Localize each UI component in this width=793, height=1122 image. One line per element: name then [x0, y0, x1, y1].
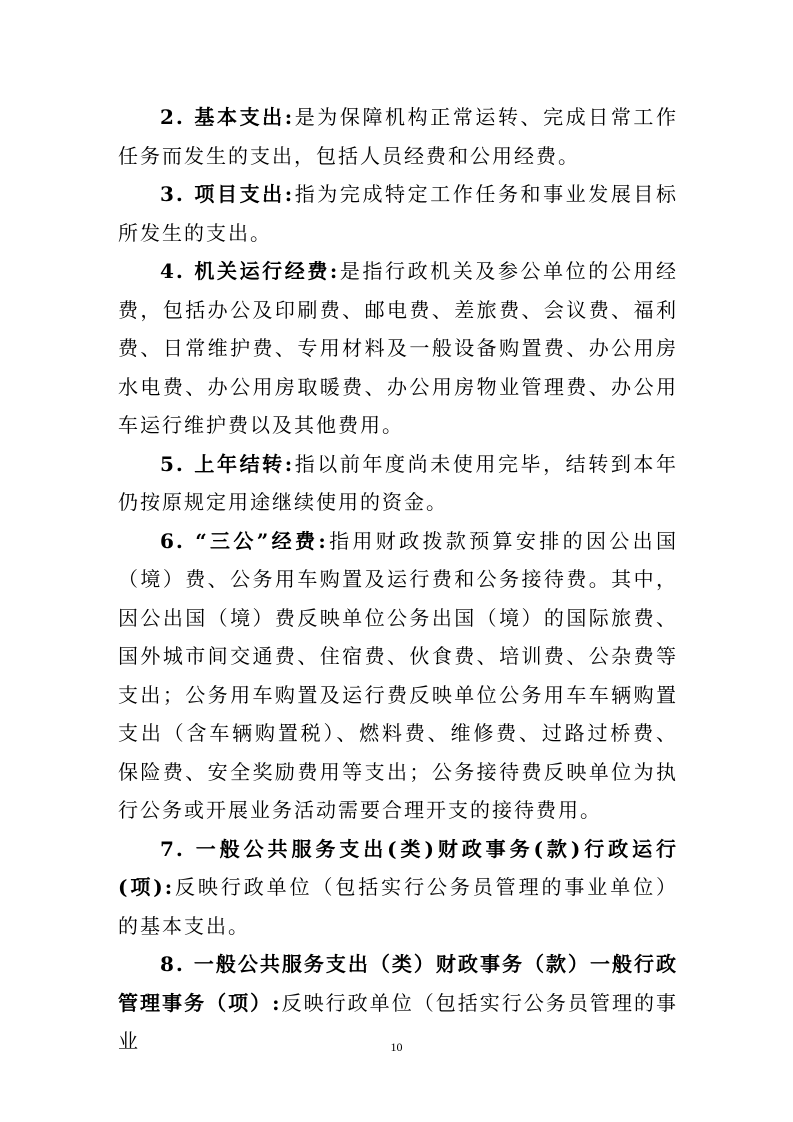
paragraph-term: 5. 上年结转:: [160, 451, 295, 476]
paragraph-text: 指用财政拨款预算安排的因公出国（境）费、公务用车购置及运行费和公务接待费。其中，因公出国（境）费反映单位公务出国（境）的国际旅费、国外城市间交通费、住宿费、伙食费、培训费、公杂费等支出；公务用车购置及运行费反映单位公务用车车辆购置支出（含车辆购置税）、燃料费、维修费、过路过桥费、保险费、安全奖励费用等支出；公务接待费反映单位为执行公务或开展业务活动需要合理开支的接待费用。: [118, 528, 679, 822]
paragraph-project-expenditure: [118, 175, 678, 252]
paragraph-term: 8. 一般公共服务支出（类）财政事务（款）一般行政管理事务（项）:: [118, 952, 678, 1015]
document-body: [118, 98, 678, 1061]
paragraph-term: 7. 一般公共服务支出(类)财政事务(款)行政运行(项):: [118, 836, 678, 899]
paragraph-term: 6. “三公”经费:: [160, 528, 328, 553]
page-number: 10: [390, 1040, 403, 1054]
paragraph-operating-funds: [118, 252, 678, 445]
paragraph-text: 指为完成特定工作任务和事业发展目标所发生的支出。: [118, 182, 679, 245]
paragraph-administrative-operation: [118, 830, 678, 946]
paragraph-term: 3. 项目支出:: [160, 182, 295, 206]
paragraph-term: 2. 基本支出:: [160, 105, 295, 129]
paragraph-text: 反映行政单位（包括实行公务员管理的事业单位）的基本支出。: [118, 875, 679, 938]
paragraph-term: 4. 机关运行经费:: [160, 259, 340, 283]
paragraph-text: 指以前年度尚未使用完毕，结转到本年仍按原规定用途继续使用的资金。: [118, 451, 679, 514]
paragraph-text: 反映行政单位（包括实行公务员管理的事业: [118, 990, 679, 1053]
paragraph-text: 是为保障机构正常运转、完成日常工作任务而发生的支出，包括人员经费和公用经费。: [118, 105, 679, 168]
paragraph-three-public-expenses: [118, 522, 678, 830]
paragraph-text: 是指行政机关及参公单位的公用经费，包括办公及印刷费、邮电费、差旅费、会议费、福利费、日常维护费、专用材料及一般设备购置费、办公用房水电费、办公用房取暖费、办公用房物业管理费、办公用车运行维护费以及其他费用。: [118, 259, 679, 437]
paragraph-basic-expenditure: [118, 98, 678, 175]
paragraph-prior-year-carryover: [118, 445, 678, 522]
